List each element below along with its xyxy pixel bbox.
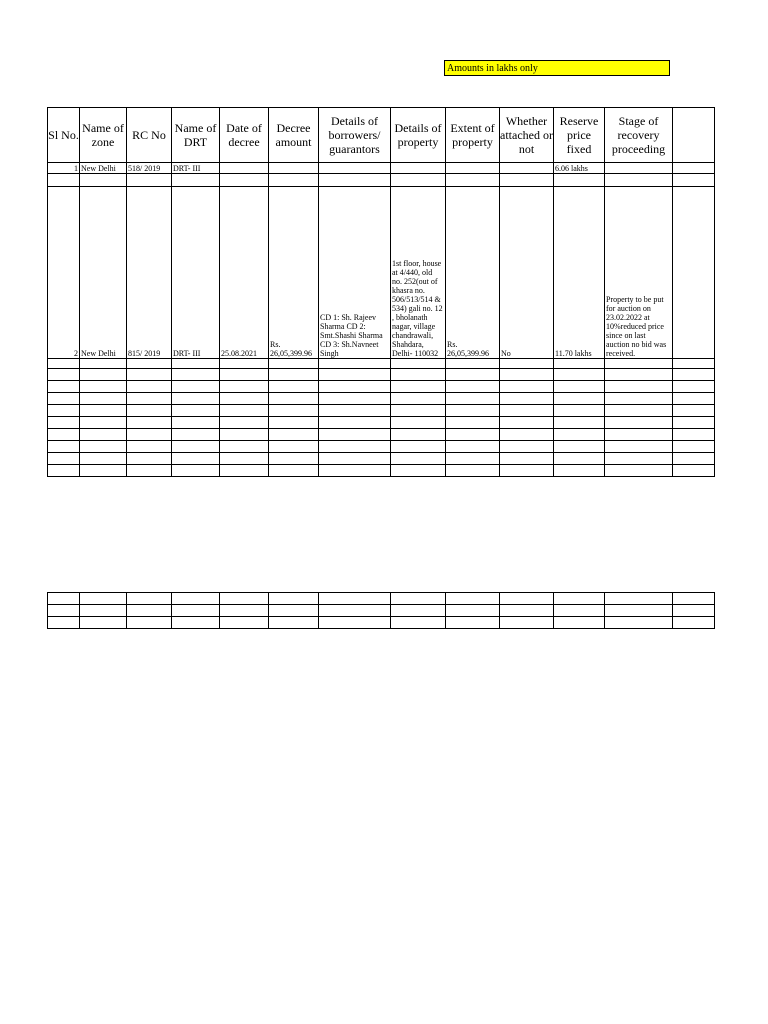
empty-row bbox=[48, 605, 715, 617]
cell-blank bbox=[673, 187, 715, 359]
table-row bbox=[48, 163, 715, 174]
header-sl: Sl No. bbox=[48, 108, 80, 163]
cell-borrowers bbox=[319, 163, 391, 174]
cell-rc: 518/ 2019 bbox=[127, 163, 172, 174]
empty-row bbox=[48, 405, 715, 417]
cell-stage: Property to be put for auction on 23.02.2022 at 10%reduced price since on last auction no bid was received. bbox=[605, 187, 673, 359]
cell-drt: DRT- III bbox=[172, 187, 220, 359]
header-reserve: Reserve price fixed bbox=[554, 108, 605, 163]
header-borrowers: Details of borrowers/ guarantors bbox=[319, 108, 391, 163]
table-row bbox=[48, 187, 715, 359]
empty-row bbox=[48, 617, 715, 629]
empty-row bbox=[48, 174, 715, 187]
amounts-note: Amounts in lakhs only bbox=[444, 60, 670, 76]
cell-attached bbox=[500, 163, 554, 174]
cell-sl: 2 bbox=[48, 187, 80, 359]
empty-row bbox=[48, 429, 715, 441]
cell-blank bbox=[673, 163, 715, 174]
cell-zone: New Delhi bbox=[80, 163, 127, 174]
header-amount: Decree amount bbox=[269, 108, 319, 163]
header-stage: Stage of recovery proceeding bbox=[605, 108, 673, 163]
cell-property: 1st floor, house at 4/440, old no. 252(out of khasra no. 506/513/514 & 534) gali no. 12 , bholanath nagar, village chandrawali, Shahdara, Delhi- 110032 bbox=[391, 187, 446, 359]
empty-row bbox=[48, 393, 715, 405]
cell-drt: DRT- III bbox=[172, 163, 220, 174]
cell-zone: New Delhi bbox=[80, 187, 127, 359]
cell-extent: Rs. 26,05,399.96 bbox=[446, 187, 500, 359]
cell-amount: Rs. 26,05,399.96 bbox=[269, 187, 319, 359]
empty-row bbox=[48, 369, 715, 381]
recovery-table bbox=[47, 107, 715, 477]
cell-rc: 815/ 2019 bbox=[127, 187, 172, 359]
cell-sl: 1 bbox=[48, 163, 80, 174]
cell-extent bbox=[446, 163, 500, 174]
empty-row bbox=[48, 381, 715, 393]
cell-amount bbox=[269, 163, 319, 174]
cell-attached: No bbox=[500, 187, 554, 359]
header-zone: Name of zone bbox=[80, 108, 127, 163]
empty-row bbox=[48, 417, 715, 429]
header-extent: Extent of property bbox=[446, 108, 500, 163]
empty-row bbox=[48, 441, 715, 453]
header-date: Date of decree bbox=[220, 108, 269, 163]
cell-date: 25.08.2021 bbox=[220, 187, 269, 359]
header-property: Details of property bbox=[391, 108, 446, 163]
empty-row bbox=[48, 593, 715, 605]
cell-stage bbox=[605, 163, 673, 174]
header-attached: Whether attached or not bbox=[500, 108, 554, 163]
header-rc: RC No bbox=[127, 108, 172, 163]
empty-row bbox=[48, 359, 715, 369]
header-row bbox=[48, 108, 715, 163]
cell-reserve: 11.70 lakhs bbox=[554, 187, 605, 359]
header-blank bbox=[673, 108, 715, 163]
empty-row bbox=[48, 453, 715, 465]
cell-reserve: 6.06 lakhs bbox=[554, 163, 605, 174]
cell-borrowers: CD 1: Sh. Rajeev Sharma CD 2: Smt.Shashi Sharma CD 3: Sh.Navneet Singh bbox=[319, 187, 391, 359]
cell-date bbox=[220, 163, 269, 174]
header-drt: Name of DRT bbox=[172, 108, 220, 163]
lower-table bbox=[47, 592, 715, 629]
empty-row bbox=[48, 465, 715, 477]
cell-property bbox=[391, 163, 446, 174]
